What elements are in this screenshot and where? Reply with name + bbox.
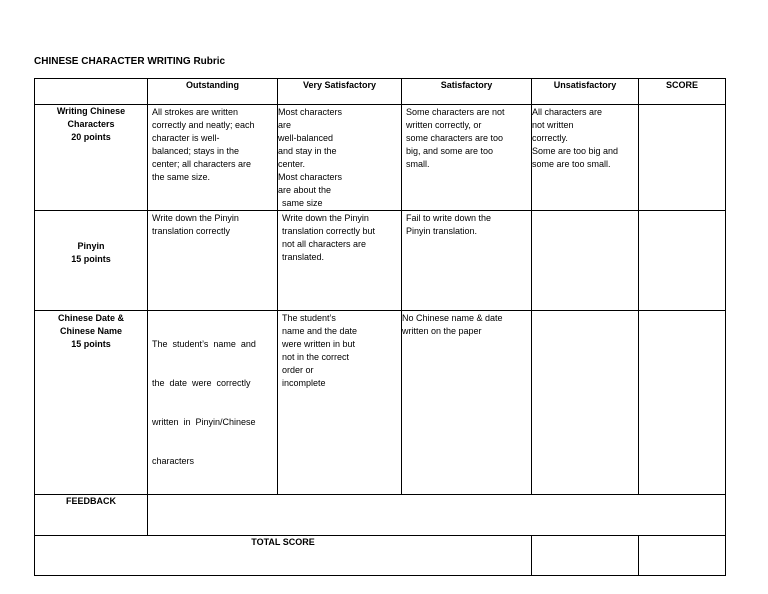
table-row: [35, 311, 726, 495]
score-cell[interactable]: [639, 311, 726, 495]
table-row: [35, 211, 726, 311]
rubric-table: [34, 78, 726, 576]
header-criterion: [35, 79, 148, 105]
very-satisfactory-cell: The student’s name and the date were written in but not in the correct order or incomplete: [278, 311, 402, 495]
score-cell[interactable]: [639, 211, 726, 311]
total-row: [35, 536, 726, 576]
feedback-label: FEEDBACK: [35, 495, 148, 536]
feedback-cell[interactable]: [148, 495, 726, 536]
outstanding-cell: The student’s name and the date were correctly written in Pinyin/Chinese characters: [148, 311, 278, 495]
outstanding-cell: Write down the Pinyin translation correctly: [148, 211, 278, 311]
very-satisfactory-cell: Write down the Pinyin translation correctly but not all characters are translated.: [278, 211, 402, 311]
unsatisfactory-cell: [532, 311, 639, 495]
total-unsatisfactory-cell: [532, 536, 639, 576]
unsatisfactory-cell: [532, 211, 639, 311]
page-title: CHINESE CHARACTER WRITING Rubric: [34, 56, 226, 67]
criterion-cell: Writing Chinese Characters 20 points: [35, 105, 148, 211]
criterion-cell: Chinese Date & Chinese Name 15 points: [35, 311, 148, 495]
criterion-cell: Pinyin 15 points: [35, 211, 148, 311]
total-score-cell[interactable]: [639, 536, 726, 576]
total-score-label: TOTAL SCORE: [35, 536, 532, 576]
satisfactory-cell: Some characters are not written correctly, or some characters are too big, and some are too small.: [402, 105, 532, 211]
feedback-row: [35, 495, 726, 536]
header-outstanding: Outstanding: [148, 79, 278, 105]
table-row: [35, 105, 726, 211]
header-satisfactory: Satisfactory: [402, 79, 532, 105]
header-score: SCORE: [639, 79, 726, 105]
unsatisfactory-cell: All characters are not written correctly. Some are too big and some are too small.: [532, 105, 639, 211]
very-satisfactory-cell: Most characters are well-balanced and stay in the center. Most characters are about the same size: [278, 105, 402, 211]
header-very-satisfactory: Very Satisfactory: [278, 79, 402, 105]
satisfactory-cell: Fail to write down the Pinyin translation.: [402, 211, 532, 311]
score-cell[interactable]: [639, 105, 726, 211]
satisfactory-cell: No Chinese name & date written on the paper: [402, 311, 532, 495]
outstanding-cell: All strokes are written correctly and neatly; each character is well- balanced; stays in the center; all characters are the same size.: [148, 105, 278, 211]
header-row: [35, 79, 726, 105]
header-unsatisfactory: Unsatisfactory: [532, 79, 639, 105]
